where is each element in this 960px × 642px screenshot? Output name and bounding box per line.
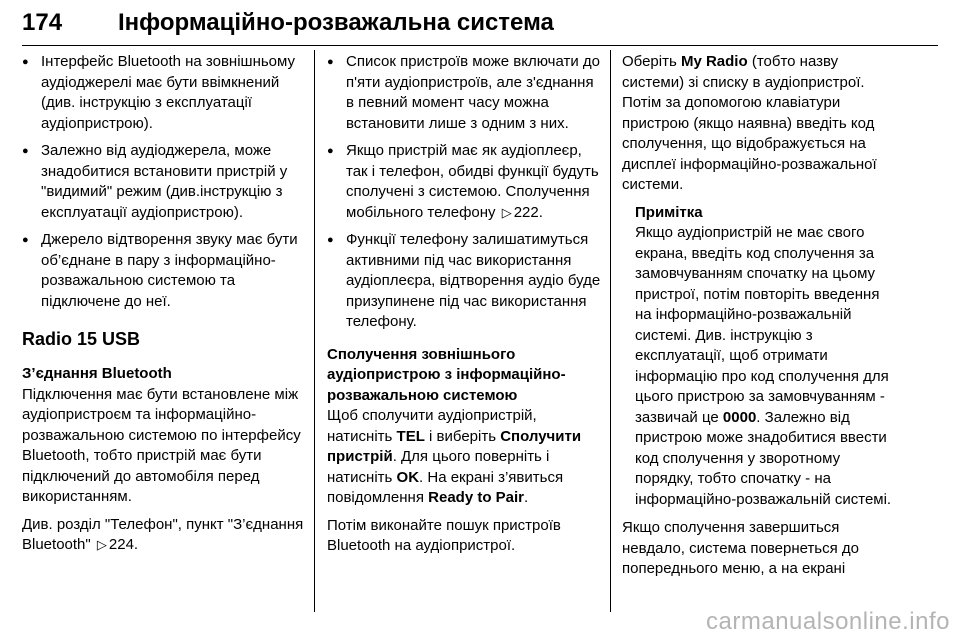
- paragraph: Щоб сполучити аудіопристрій, натисніть TEL і виберіть Сполучити пристрій. Для цього поверніть і натисніть OK. На екрані з’явиться повідомлення Ready to Pair.: [327, 407, 582, 506]
- list-item: ● Список пристроїв може включати до п'яти аудіопристроїв, але з'єднання в певний момент часу можна встановити лише з одним з них.: [327, 52, 602, 134]
- page-reference[interactable]: 222.: [513, 203, 543, 221]
- page-reference[interactable]: 224.: [108, 536, 139, 553]
- section-heading: Radio 15 USB: [22, 329, 141, 349]
- page-number: 174: [22, 9, 63, 36]
- paragraph: Див. розділ "Телефон", пункт "З’єднання Bluetooth" ▷ 224.: [22, 515, 304, 556]
- paragraph: Потім виконайте пошук пристроїв Bluetooth на аудіопристрої.: [327, 516, 561, 554]
- note-title: Примітка: [635, 203, 703, 221]
- list-item: ● Залежно від аудіоджерела, може знадобитися встановити пристрій у "видимий" режим (див.інструкцію з експлуатації аудіопристрою).: [22, 141, 304, 223]
- column-middle: [327, 52, 602, 564]
- page-reference-arrow-icon: ▷: [501, 204, 512, 220]
- column-divider: [610, 50, 611, 612]
- paragraph: Якщо сполучення завершиться невдало, система повернеться до попереднього меню, а на екрані: [622, 519, 860, 577]
- list-item: ● Джерело відтворення звуку має бути об’єднане в пару з інформаційно-розважальною системою та підключене до неї.: [22, 230, 304, 312]
- bullet-list: [22, 52, 304, 312]
- column-left: [22, 52, 304, 563]
- page-header: [22, 2, 938, 42]
- paragraph: Оберіть My Radio (тобто назву системи) зі списку в аудіопристрої. Потім за допомогою клавіатури пристрою (якщо наявна) введіть код сполучення, що відображується на дисплеї інформаційно-розважальної системи.: [622, 53, 877, 193]
- subheading: Сполучення зовнішнього аудіопристрою з інформаційно-розважальною системою: [327, 345, 566, 404]
- paragraph: Підключення має бути встановлене між аудіопристроєм та інформаційно-розважальною системою по інтерфейсу Bluetooth, тобто пристрій має бути підключений до автомобіля перед використанням.: [22, 385, 301, 505]
- page-title: Інформаційно-розважальна система: [118, 9, 554, 36]
- page-reference-arrow-icon: ▷: [96, 537, 107, 552]
- list-item: ● Якщо пристрій має як аудіоплеєр, так і телефон, обидві функції будуть сполучені з системою. Сполучення мобільного телефону ▷ 222.: [327, 141, 602, 223]
- column-right: [622, 52, 894, 587]
- list-item: ● Інтерфейс Bluetooth на зовнішньому аудіоджерелі має бути ввімкнений (див. інструкцію з експлуатації аудіопристрою).: [22, 52, 304, 134]
- note-box: [622, 203, 894, 511]
- column-divider: [314, 50, 315, 612]
- list-item: ● Функції телефону залишатимуться активними під час використання аудіоплеєра, відтворення аудіо буде призупинене під час використання телефону.: [327, 230, 602, 333]
- watermark: carmanualsonline.info: [706, 608, 950, 635]
- bullet-list: [327, 52, 602, 333]
- subheading: З’єднання Bluetooth: [22, 365, 172, 382]
- header-rule: [22, 45, 938, 46]
- note-text: Якщо аудіопристрій не має свого екрана, введіть код сполучення за замовчуванням спочатку на цьому пристрої, потім повторіть введення на інформаційно-розважальній системі. Див. інструкцію з експлуатації, щоб отримати інформацію про код сполучення для цього пристрою за замовчуванням - зазвичай це 0000. Залежно від пристрою може знадобитися ввести код сполучення у зворотному порядку, тобто спочатку - на інформаційно-розважальній системі.: [635, 224, 892, 508]
